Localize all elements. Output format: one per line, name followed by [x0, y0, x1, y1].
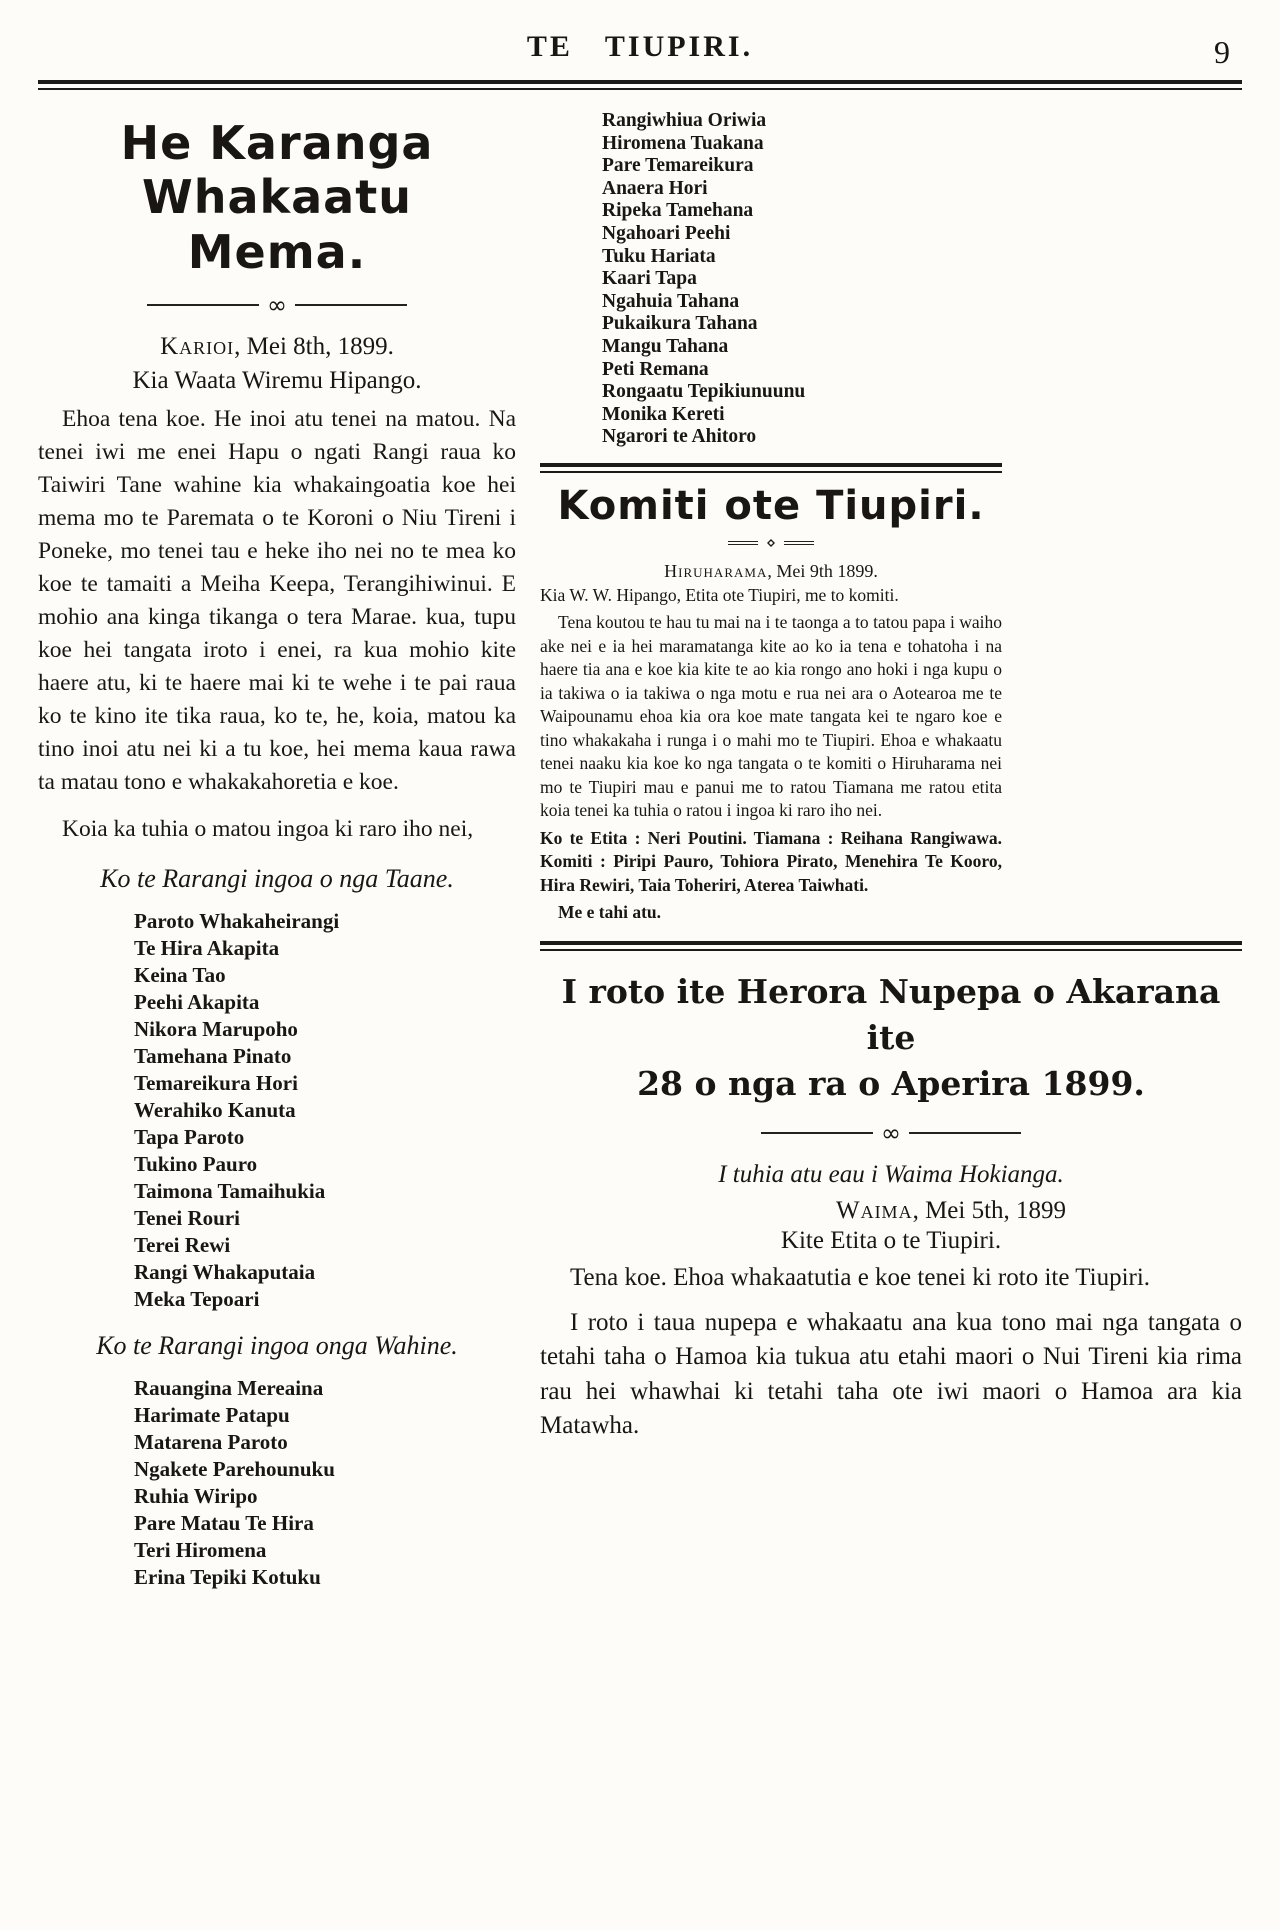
article-title-line1: He Karanga Whakaatu [120, 116, 434, 225]
ornament-line [147, 304, 259, 306]
list-item: Temareikura Hori [134, 1070, 298, 1095]
list-item: Tukino Pauro [134, 1151, 258, 1176]
more-note: Me e tahi atu. [558, 902, 662, 923]
list-item: Paroto Whakaheirangi [134, 908, 340, 933]
list-item: Monika Kereti [602, 403, 725, 425]
list-item: Pukaikura Tahana [602, 313, 758, 335]
list-item: Te Hira Akapita [134, 935, 280, 960]
ornament-line [784, 541, 814, 545]
list-item: Hiromena Tuakana [602, 132, 764, 154]
article-title-line2: Mema. [187, 224, 367, 279]
body-paragraph: Ehoa tena koe. He inoi atu tenei na matou. Na tenei iwi me enei Hapu o ngati Rangi raua ko Taiwiri Tane wahine kia whakaingoatia koe hei mema mo te Paremata o te Koroni o Niu Tireni i Poneke, mo tenei tau e heke iho nei no te mea ko koe te tamaiti a Meiha Keepa, Terangihiwinui. E mohio ana kinga tikanga o tera Marae. kua, tupu koe hei tangata iroto i enei, ra kua mohio kite haere atu, ki te haere mai ki te wehe i te pai raua ko te kino ite tika raua, ko te, he, koia, matou ka tino inoi atu nei ki a tu koe, hei mema kaua rawa ta matau tono e whakakahoretia e koe. [38, 405, 516, 795]
list-item: Keina Tao [134, 962, 226, 987]
header-rule [38, 80, 1242, 90]
salutation: Kia W. W. Hipango, Etita ote Tiupiri, me to komiti. [540, 584, 899, 605]
komiti-title: Komiti ote Tiupiri. [557, 482, 985, 529]
list-item: Rauangina Mereaina [134, 1375, 324, 1400]
ornament-line [909, 1132, 1021, 1134]
list-item: Tenei Rouri [134, 1205, 240, 1230]
letter-heading [540, 969, 1242, 1108]
dateline-date: , Mei 8th, 1899. [234, 332, 394, 360]
body-paragraph: Tena koe. Ehoa whakaatutia e koe tenei ki roto ite Tiupiri. [570, 1264, 1151, 1292]
list-item: Rongaatu Tepikiunuunu [602, 381, 806, 403]
men-names-list [38, 908, 516, 1313]
list-item: Meka Tepoari [134, 1286, 260, 1311]
women-names-list [38, 1375, 516, 1591]
men-list-heading: Ko te Rarangi ingoa o nga Taane. [100, 863, 454, 893]
list-item: Ngahoari Peehi [602, 222, 731, 244]
list-item: Peehi Akapita [134, 989, 260, 1014]
list-item: Pare Matau Te Hira [134, 1510, 314, 1535]
list-item: Rangiwhiua Oriwia [602, 110, 767, 131]
article-title [38, 116, 516, 279]
section-rule [540, 463, 1002, 473]
list-item: Harimate Patapu [134, 1402, 290, 1427]
list-item: Pare Temareikura [602, 155, 754, 177]
list-item: Mangu Tahana [602, 335, 729, 357]
officers-paragraph: Ko te Etita : Neri Poutini. Tiamana : Reihana Rangiwawa. Komiti : Piripi Pauro, Tohiora Pirato, Menehira Te Kooro, Hira Rewiri, Taia Toheriri, Aterea Taiwhati. [540, 827, 1002, 895]
list-item: Erina Tepiki Kotuku [134, 1564, 321, 1589]
list-item: Ripeka Tamehana [602, 200, 754, 222]
newspaper-title: TE TIUPIRI. [526, 30, 754, 63]
page-number: 9 [1214, 34, 1230, 70]
diamond-ornament-icon: ⋄ [765, 532, 776, 552]
list-item: Taimona Tamaihukia [134, 1178, 326, 1203]
dateline-date: , Mei 9th 1899. [767, 560, 878, 581]
section-rule [540, 941, 1242, 951]
right-column [540, 110, 1242, 1591]
dateline [540, 561, 1002, 582]
body-paragraph: Tena koutou te hau tu mai na i te taonga a to tatou papa i waiho ake nei e ia hei maramatanga kite ao ko ia tena e tohatoha i na haere tia ana e koe kia kite te ao kia rongo ano hoki i nga kupu o ia takiwa o ia takiwa o nga motu e rua nei ara o Aotearoa me te Waipounamu ehoa kia ora koe mate tangata kei te ngaro koe e tino whakakaha i runga i o mahi mo te Tiupiri. Ehoa e whakaatu tenei naaku kia koe ko nga tangata o te komiti o Hiruharama nei mo te Tiupiri mau e panui me to ratou Tiamana me ratou etita koia tenei ka tuhia o ratou i ingoa ki raro iho nei. [540, 612, 1002, 821]
list-item: Tapa Paroto [134, 1124, 245, 1149]
list-item: Ngarori te Ahitoro [602, 426, 757, 448]
list-item: Matarena Paroto [134, 1429, 288, 1454]
dateline-place: Karioi [160, 332, 235, 360]
list-item: Tamehana Pinato [134, 1043, 292, 1068]
ornament-line [295, 304, 407, 306]
ornament-line [728, 541, 758, 545]
women-list-heading: Ko te Rarangi ingoa onga Wahine. [96, 1330, 458, 1360]
list-item: Nikora Marupoho [134, 1016, 298, 1041]
list-item: Ngahuia Tahana [602, 290, 740, 312]
list-item: Kaari Tapa [602, 268, 697, 290]
letter-subheading: I tuhia atu eau i Waima Hokianga. [718, 1161, 1064, 1189]
ornament-line [761, 1132, 873, 1134]
dateline-date: , Mei 5th, 1899 [912, 1197, 1067, 1225]
body-paragraph: I roto i taua nupepa e whakaatu ana kua tono mai nga tangata o tetahi taha o Hamoa kia tukua atu etahi maori o Nui Tireni kia rima rau hei whawhai ki tetahi taha ote iwi maori o Hamoa ara kia Matawha. [540, 1308, 1242, 1440]
knot-ornament-icon: ∞ [881, 1119, 901, 1148]
ornament-divider [540, 532, 1002, 552]
left-column [38, 110, 516, 1591]
body-paragraph: Koia ka tuhia o matou ingoa ki raro iho nei, [62, 815, 474, 842]
list-item: Rangi Whakaputaia [134, 1259, 316, 1284]
komiti-section [540, 463, 1002, 925]
dateline [38, 333, 516, 361]
list-item: Werahiko Kanuta [134, 1097, 296, 1122]
list-item: Teri Hiromena [134, 1537, 267, 1562]
salutation: Kite Etita o te Tiupiri. [780, 1227, 1002, 1255]
masthead [38, 30, 1242, 74]
dateline-place: Hiruharama [664, 560, 768, 581]
two-column-layout [38, 110, 1242, 1591]
ornament-divider [540, 1119, 1242, 1148]
list-item: Tuku Hariata [602, 245, 716, 267]
women-names-continued-list [540, 110, 1242, 449]
list-item: Ruhia Wiripo [134, 1483, 258, 1508]
dateline-place: Waima [835, 1197, 913, 1225]
letter-heading-line1: I roto ite Herora Nupepa o Akarana ite [561, 971, 1221, 1058]
list-item: Peti Remana [602, 358, 709, 380]
ornament-divider [38, 290, 516, 319]
list-item: Ngakete Parehounuku [134, 1456, 335, 1481]
knot-ornament-icon: ∞ [267, 290, 287, 319]
salutation: Kia Waata Wiremu Hipango. [132, 366, 422, 394]
list-item: Anaera Hori [602, 177, 708, 199]
letter-heading-line2: 28 o nga ra o Aperira 1899. [637, 1064, 1145, 1104]
dateline [660, 1197, 1242, 1225]
list-item: Terei Rewi [134, 1232, 231, 1257]
